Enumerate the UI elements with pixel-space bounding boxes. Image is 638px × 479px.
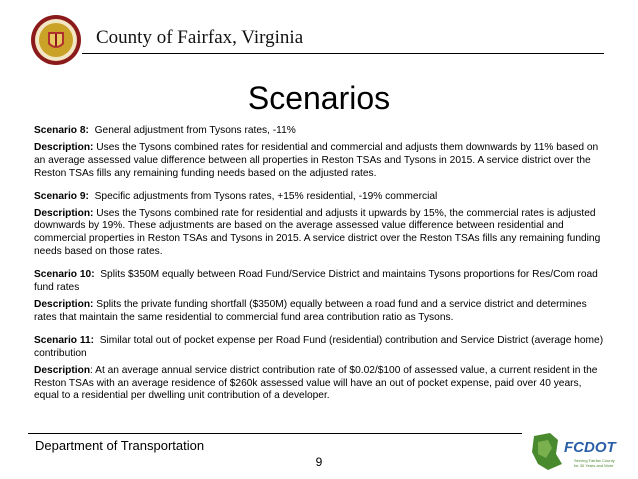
county-seal-logo	[30, 14, 82, 66]
scenario-10-summary	[34, 269, 609, 295]
scenario-9-summary	[34, 191, 609, 204]
scenario-summary: Splits $350M equally between Road Fund/Service District and maintains Tysons proportions for Res/Com road fund rates	[34, 269, 598, 294]
footer-divider	[28, 433, 522, 434]
scenario-summary: General adjustment from Tysons rates, -11%	[94, 125, 296, 136]
description-text: Uses the Tysons combined rates for residential and commercial and adjusts them downwards by 11% based on an average assessed value difference between all properties in Reston TSAs and Tysons in 2015. A service district over the Reston TSAs fills any remaining funding needs based on the adjusted rates.	[34, 141, 599, 179]
scenario-heading: Scenario 8:	[34, 125, 89, 136]
scenario-9-description	[34, 208, 609, 260]
description-text: Uses the Tysons combined rate for residential and adjusts it upwards by 15%, the commercial rates is adjusted downwards by 19%. These adjustments are based on the average assessed value difference between residential and commercial properties in Reston TSAs and Tysons in 2015. A service district over the Reston TSAs fills any remaining funding needs based on those rates.	[34, 207, 601, 258]
scenario-heading: Scenario 9:	[34, 190, 89, 202]
scenario-8-description	[34, 142, 609, 181]
header-divider	[82, 53, 604, 54]
scenario-8-summary	[34, 125, 609, 138]
description-text: Splits the private funding shortfall ($350M) equally between a road fund and a service district and determines rates that maintain the same residential to commercial fund area contribution ratio as Tysons.	[34, 298, 587, 323]
scenario-heading: Scenario 11:	[34, 334, 95, 346]
scenario-heading: Scenario 10:	[34, 269, 95, 281]
description-label: Description:	[34, 207, 94, 219]
footer-department: Department of Transportation	[35, 438, 205, 453]
page-number: 9	[315, 455, 323, 469]
description-label: Description:	[34, 141, 94, 153]
scenario-summary: Specific adjustments from Tysons rates, +15% residential, -19% commercial	[94, 190, 438, 202]
scenario-11-description	[34, 365, 609, 404]
scenario-summary: Similar total out of pocket expense per Road Fund (residential) contribution and Service District (average home) contribution	[34, 334, 604, 359]
svg-text:Serving Fairfax County: Serving Fairfax County	[574, 458, 615, 463]
svg-text:FCDOT: FCDOT	[564, 439, 616, 456]
scenario-list	[34, 125, 609, 407]
scenario-11-summary	[34, 335, 609, 361]
description-label: Description	[34, 364, 91, 376]
scenario-10-description	[34, 299, 609, 325]
svg-text:for 30 Years and More: for 30 Years and More	[574, 463, 614, 468]
description-label: Description:	[34, 298, 94, 310]
county-title: County of Fairfax, Virginia	[96, 27, 304, 48]
slide-title: Scenarios	[247, 80, 391, 116]
fcdot-logo	[528, 430, 618, 474]
description-text: : At an average annual service district contribution rate of $0.02/$100 of assessed value, a current resident in the Reston TSAs with an average residence of $260k assessed value will have an out of pocket expense, paid over 40 years, equal to a residential per dwelling unit contribution of a developer.	[34, 364, 598, 402]
